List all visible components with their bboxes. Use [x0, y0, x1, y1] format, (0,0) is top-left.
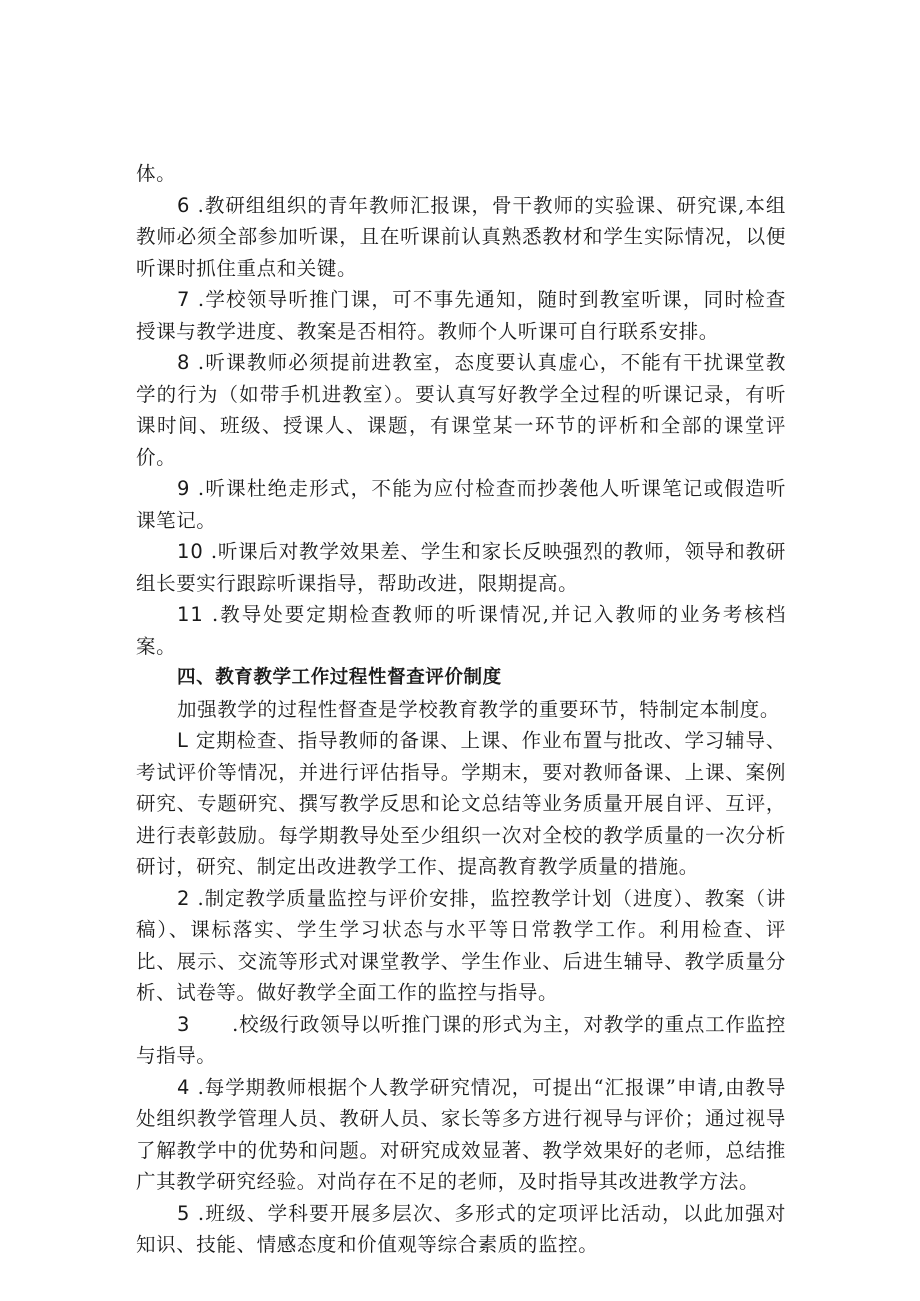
paragraph-text: .学校领导听推门课，可不事先通知，随时到教室听课，同时检查授课与教学进度、教案是否相符。教师个人听课可自行联系安排。: [136, 288, 786, 343]
item-text: .校级行政领导以听推门课的形式为主，对教学的重点工作监控与指导。: [136, 1012, 786, 1067]
item-text: .班级、学科要开展多层次、多形式的定项评比活动，以此加强对知识、技能、情感态度和价值观等综合素质的监控。: [136, 1201, 786, 1256]
paragraph-number: 7: [177, 288, 191, 311]
paragraph-11: [136, 599, 786, 662]
item-text: 定期检查、指导教师的备课、上课、作业布置与批改、学习辅导、考试评价等情况，并进行评估指导。学期末，要对教师备课、上课、案例研究、专题研究、撰写教学反思和论文总结等业务质量开展自评、互评，进行表彰鼓励。每学期教导处至少组织一次对全校的教学质量的一次分析研讨，研究、制定出改进教学工作、提高教育教学质量的措施。: [136, 729, 786, 878]
item-number: L: [177, 729, 189, 752]
paragraph-text: .教研组组织的青年教师汇报课，骨干教师的实验课、研究课,本组教师必须全部参加听课，且在听课前认真熟悉教材和学生实际情况，以便听课时抓住重点和关键。: [136, 193, 786, 280]
paragraph-6: [136, 190, 786, 285]
paragraph-number: 9: [177, 477, 191, 500]
item-1: [136, 725, 786, 883]
item-4: [136, 1072, 786, 1198]
paragraph-number: 11: [177, 603, 204, 626]
item-number: 5: [177, 1201, 191, 1225]
item-text: .每学期教师根据个人教学研究情况，可提出“汇报课”申请,由教导处组织教学管理人员、教研人员、家长等多方进行视导与评价；通过视导了解教学中的优势和问题。对研究成效显著、教学效果好的老师，总结推广其教学研究经验。对尚存在不足的老师，及时指导其改进教学方法。: [136, 1075, 786, 1193]
paragraph-number: 6: [177, 193, 191, 217]
item-number: 3: [177, 1012, 191, 1036]
item-text: .制定教学质量监控与评价安排，监控教学计划（进度）、教案（讲稿）、课标落实、学生学习状态与水平等日常教学工作。利用检查、评比、展示、交流等形式对课堂教学、学生作业、后进生辅导、教学质量分析、试卷等。做好教学全面工作的监控与指导。: [136, 886, 786, 1004]
paragraph-continuation: 体。: [136, 162, 177, 185]
paragraph-7: [136, 284, 786, 347]
paragraph-text: .听课杜绝走形式，不能为应付检查而抄袭他人听课笔记或假造听课笔记。: [136, 477, 786, 532]
paragraph-10: [136, 536, 786, 599]
paragraph-text: .听课后对教学效果差、学生和家长反映强烈的教师，领导和教研组长要实行跟踪听课指导，帮助改进，限期提高。: [136, 540, 786, 595]
paragraph-number: 8: [177, 351, 191, 374]
section-heading: 四、教育教学工作过程性督查评价制度: [177, 667, 502, 688]
section-intro: 加强教学的过程性督查是学校教育教学的重要环节，特制定本制度。: [177, 697, 781, 721]
item-2: [136, 883, 786, 1009]
item-3: [136, 1009, 786, 1072]
item-number: 2: [177, 886, 191, 910]
document-body: [136, 158, 786, 1261]
item-number: 4: [177, 1075, 191, 1099]
paragraph-8: [136, 347, 786, 473]
paragraph-9: [136, 473, 786, 536]
paragraph-text: .听课教师必须提前进教室，态度要认真虚心，不能有干扰课堂教学的行为（如带手机进教室）。要认真写好教学全过程的听课记录，有听课时间、班级、授课人、课题，有课堂某一环节的评析和全部的课堂评价。: [136, 351, 786, 469]
paragraph-number: 10: [177, 540, 204, 563]
item-5: [136, 1198, 786, 1261]
paragraph-text: .教导处要定期检查教师的听课情况,并记入教师的业务考核档案。: [136, 603, 786, 658]
